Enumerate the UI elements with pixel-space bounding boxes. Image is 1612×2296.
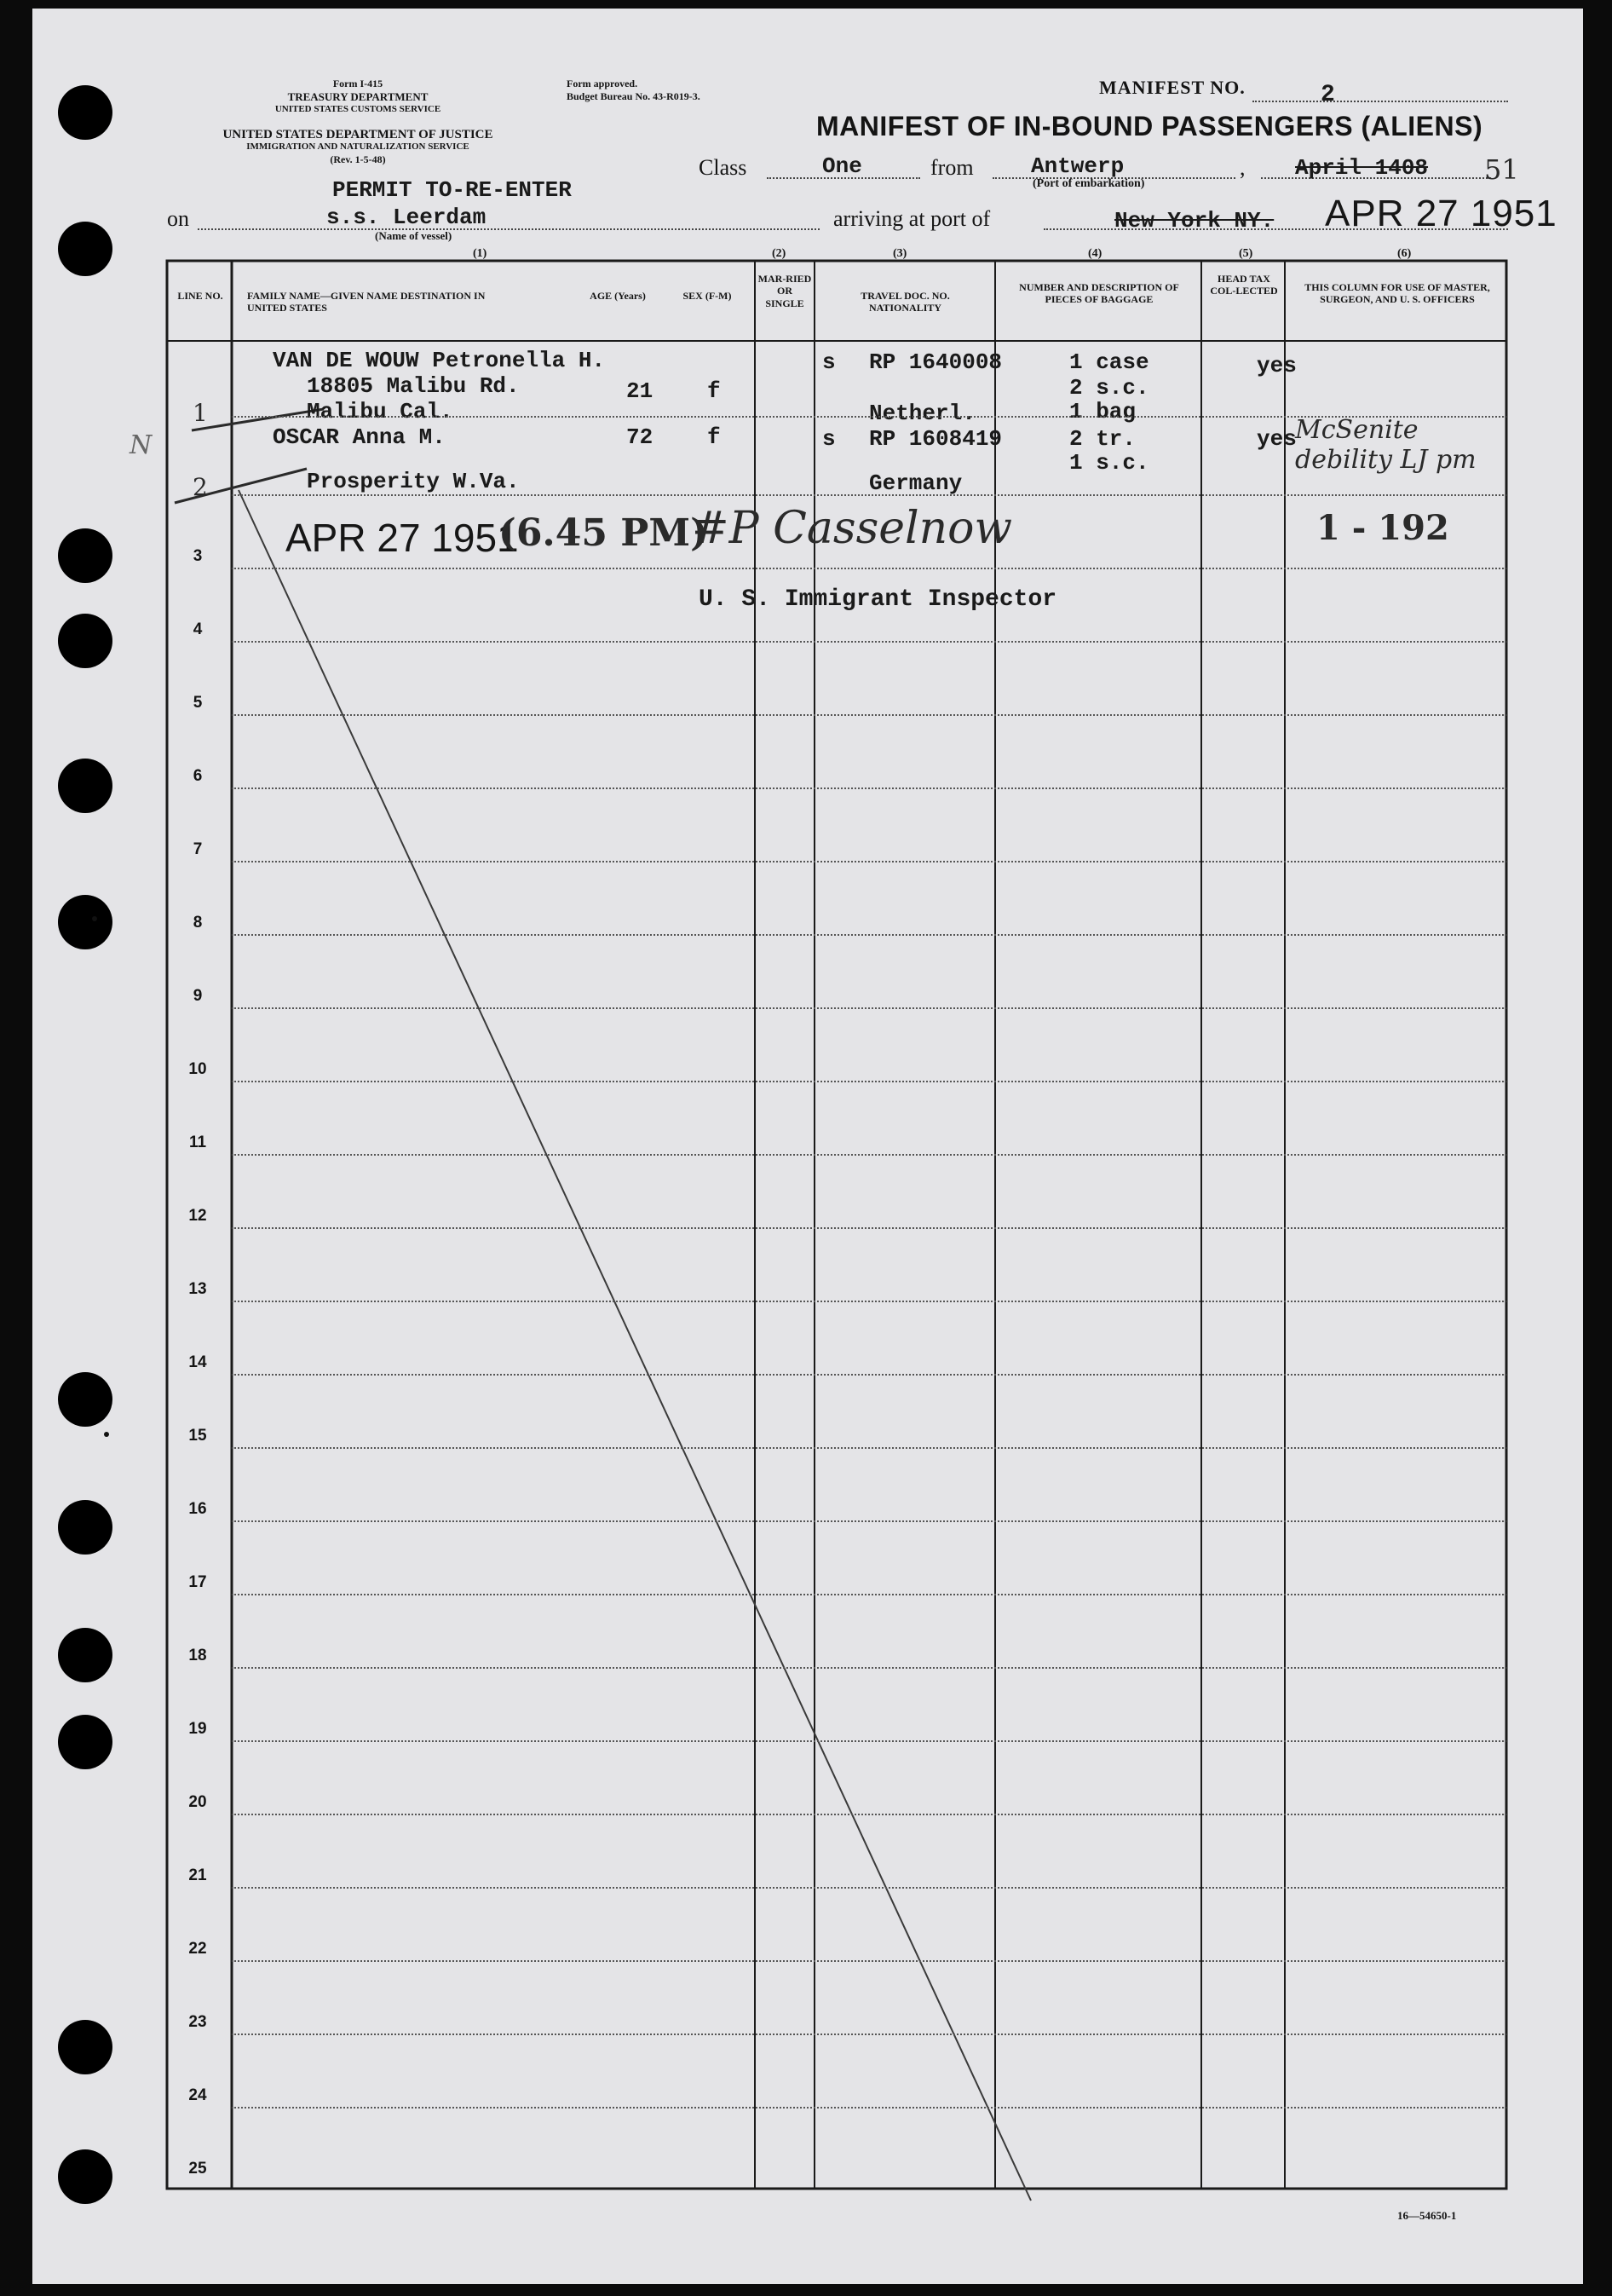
line-number: 17 [188, 1573, 207, 1591]
class-value: One [822, 153, 862, 179]
col-number-4: (4) [1088, 247, 1102, 260]
passenger-count-mark: 1 - 192 [1316, 508, 1449, 548]
row-line [232, 1814, 1506, 1815]
line-2-mark: 2 [193, 473, 208, 501]
row-line [232, 1081, 1506, 1082]
passenger-2-marital: s [822, 426, 836, 452]
row-line [232, 714, 1506, 716]
departure-year: 51 [1484, 153, 1519, 186]
port-embark-caption: (Port of embarkation) [1033, 177, 1145, 190]
line-number: 19 [188, 1720, 207, 1738]
arriving-label: arriving at port of [833, 206, 991, 231]
vessel-caption: (Name of vessel) [375, 229, 452, 242]
line-number: 8 [193, 914, 203, 932]
line-number: 15 [188, 1427, 207, 1445]
row-line [232, 1374, 1506, 1376]
col-age: AGE (Years) [590, 290, 646, 302]
passenger-1-head-tax: yes [1257, 353, 1297, 378]
col-number-1: (1) [473, 247, 487, 260]
vessel-name: s.s. Leerdam [326, 205, 486, 230]
line-number: 13 [188, 1280, 207, 1298]
line-number: 23 [188, 2013, 207, 2031]
from-label: from [930, 155, 974, 180]
footer-code: 16—54650-1 [1397, 2209, 1457, 2222]
passenger-2-baggage-2: 1 s.c. [1069, 450, 1149, 476]
permit-stamp: PERMIT TO-RE-ENTER [332, 177, 572, 203]
row-line [232, 2034, 1506, 2035]
passenger-1-address2: Malibu Cal. [307, 399, 453, 424]
inspection-date-stamp: APR 27 1951 [285, 516, 519, 560]
col-number-2: (2) [772, 247, 786, 260]
passenger-1-name: VAN DE WOUW Petronella H. [273, 348, 606, 373]
row-line [232, 494, 1506, 496]
col-line-no: LINE NO. [177, 290, 223, 302]
row-line [232, 787, 1506, 789]
line-number: 10 [188, 1060, 207, 1078]
col-head-tax: HEAD TAX COL-LECTED [1210, 273, 1278, 297]
passenger-2-travel-doc: RP 1608419 [869, 426, 1003, 452]
passenger-1-travel-doc: RP 1640008 [869, 349, 1003, 375]
line-number: 4 [193, 620, 203, 638]
revision-date: (Rev. 1-5-48) [330, 153, 386, 165]
col-travel-doc: TRAVEL DOC. NO. NATIONALITY [861, 290, 950, 314]
line-number: 12 [188, 1207, 207, 1225]
line-number: 14 [188, 1353, 207, 1371]
ins-service: IMMIGRATION AND NATURALIZATION SERVICE [246, 141, 469, 152]
port-of-embarkation: Antwerp [1031, 153, 1125, 179]
line-number: 21 [188, 1866, 207, 1884]
line-number: 20 [188, 1793, 207, 1811]
comma: , [1240, 155, 1246, 180]
line-number: 25 [188, 2160, 207, 2178]
inspector-signature: #P Casselnow [692, 503, 1012, 554]
manifest-no-label: MANIFEST NO. [1099, 77, 1246, 98]
line-1-mark: 1 [193, 399, 208, 427]
row-line [232, 641, 1506, 643]
row-line [232, 1227, 1506, 1229]
department-of-justice: UNITED STATES DEPARTMENT OF JUSTICE [222, 128, 493, 141]
passenger-1-baggage-1: 1 case [1069, 349, 1149, 375]
form-approved: Form approved. [567, 78, 638, 89]
class-label: Class [699, 155, 747, 180]
passenger-2-address1: Prosperity W.Va. [307, 469, 520, 494]
passenger-2-remark: McSenite debility LJ pm [1295, 415, 1477, 475]
row-line [232, 1520, 1506, 1522]
row-line [232, 1154, 1506, 1156]
manifest-number: 2 [1321, 82, 1335, 108]
row-line [232, 1007, 1506, 1009]
budget-bureau: Budget Bureau No. 43-R019-3. [567, 90, 700, 102]
col-number-3: (3) [893, 247, 907, 260]
line-number: 11 [188, 1134, 207, 1151]
manifest-title: MANIFEST OF IN-BOUND PASSENGERS (ALIENS) [816, 111, 1483, 141]
passenger-2-name: OSCAR Anna M. [273, 424, 446, 450]
line-number: 24 [188, 2086, 207, 2104]
passenger-2-nationality: Germany [869, 470, 963, 496]
customs-service: UNITED STATES CUSTOMS SERVICE [274, 104, 441, 114]
line-number: 22 [188, 1940, 207, 1958]
row-line [232, 1594, 1506, 1595]
line-number: 9 [193, 987, 203, 1005]
passenger-1-marital: s [822, 349, 836, 375]
col-sex: SEX (F-M) [682, 290, 732, 302]
line-number: 16 [188, 1500, 207, 1518]
row-line [232, 934, 1506, 936]
col-number-5: (5) [1239, 247, 1253, 260]
inspection-time: (6.45 PM) [498, 511, 708, 555]
passenger-2-head-tax: yes [1257, 426, 1297, 452]
inspector-title: U. S. Immigrant Inspector [699, 586, 1057, 613]
line-number: 7 [193, 840, 203, 858]
line-number: 5 [193, 694, 203, 712]
row-line [232, 2107, 1506, 2109]
passenger-1-baggage-3: 1 bag [1069, 399, 1137, 424]
row-line [232, 1740, 1506, 1742]
row-line [232, 568, 1506, 569]
col-officers: THIS COLUMN FOR USE OF MASTER, SURGEON, AND U. S. OFFICERS [1304, 281, 1490, 306]
line-number: 3 [193, 547, 203, 565]
row-line [232, 1887, 1506, 1889]
arrival-port: New York NY. [1114, 208, 1275, 234]
line-number: 6 [193, 767, 203, 785]
passenger-1-sex: f [707, 378, 721, 404]
passenger-1-baggage-2: 2 s.c. [1069, 375, 1149, 401]
row-line [232, 861, 1506, 862]
row-line [232, 1447, 1506, 1449]
passenger-2-age: 72 [626, 424, 653, 450]
form-number: Form I-415 [332, 78, 383, 89]
on-label: on [167, 206, 189, 231]
row-line [232, 416, 1506, 418]
row-line [232, 1960, 1506, 1962]
row-line [232, 1301, 1506, 1302]
passenger-1-age: 21 [626, 378, 653, 404]
margin-mark: N [130, 430, 153, 460]
passenger-2-baggage-1: 2 tr. [1069, 426, 1137, 452]
arrival-date-stamp: APR 27 1951 [1325, 193, 1557, 234]
col-number-6: (6) [1397, 247, 1412, 260]
treasury-department: TREASURY DEPARTMENT [287, 90, 429, 103]
passenger-1-nationality: Netherl. [869, 401, 976, 426]
col-baggage: NUMBER AND DESCRIPTION OF PIECES OF BAGGAGE [1019, 281, 1179, 306]
passenger-2-sex: f [707, 424, 721, 450]
col-name: FAMILY NAME—GIVEN NAME DESTINATION IN UNITED STATES [247, 290, 486, 314]
col-married: MAR-RIED OR SINGLE [757, 273, 812, 309]
departure-date: April 1408 [1295, 155, 1429, 181]
passenger-1-address1: 18805 Malibu Rd. [307, 373, 520, 399]
row-line [232, 1667, 1506, 1669]
line-number: 18 [188, 1647, 207, 1664]
